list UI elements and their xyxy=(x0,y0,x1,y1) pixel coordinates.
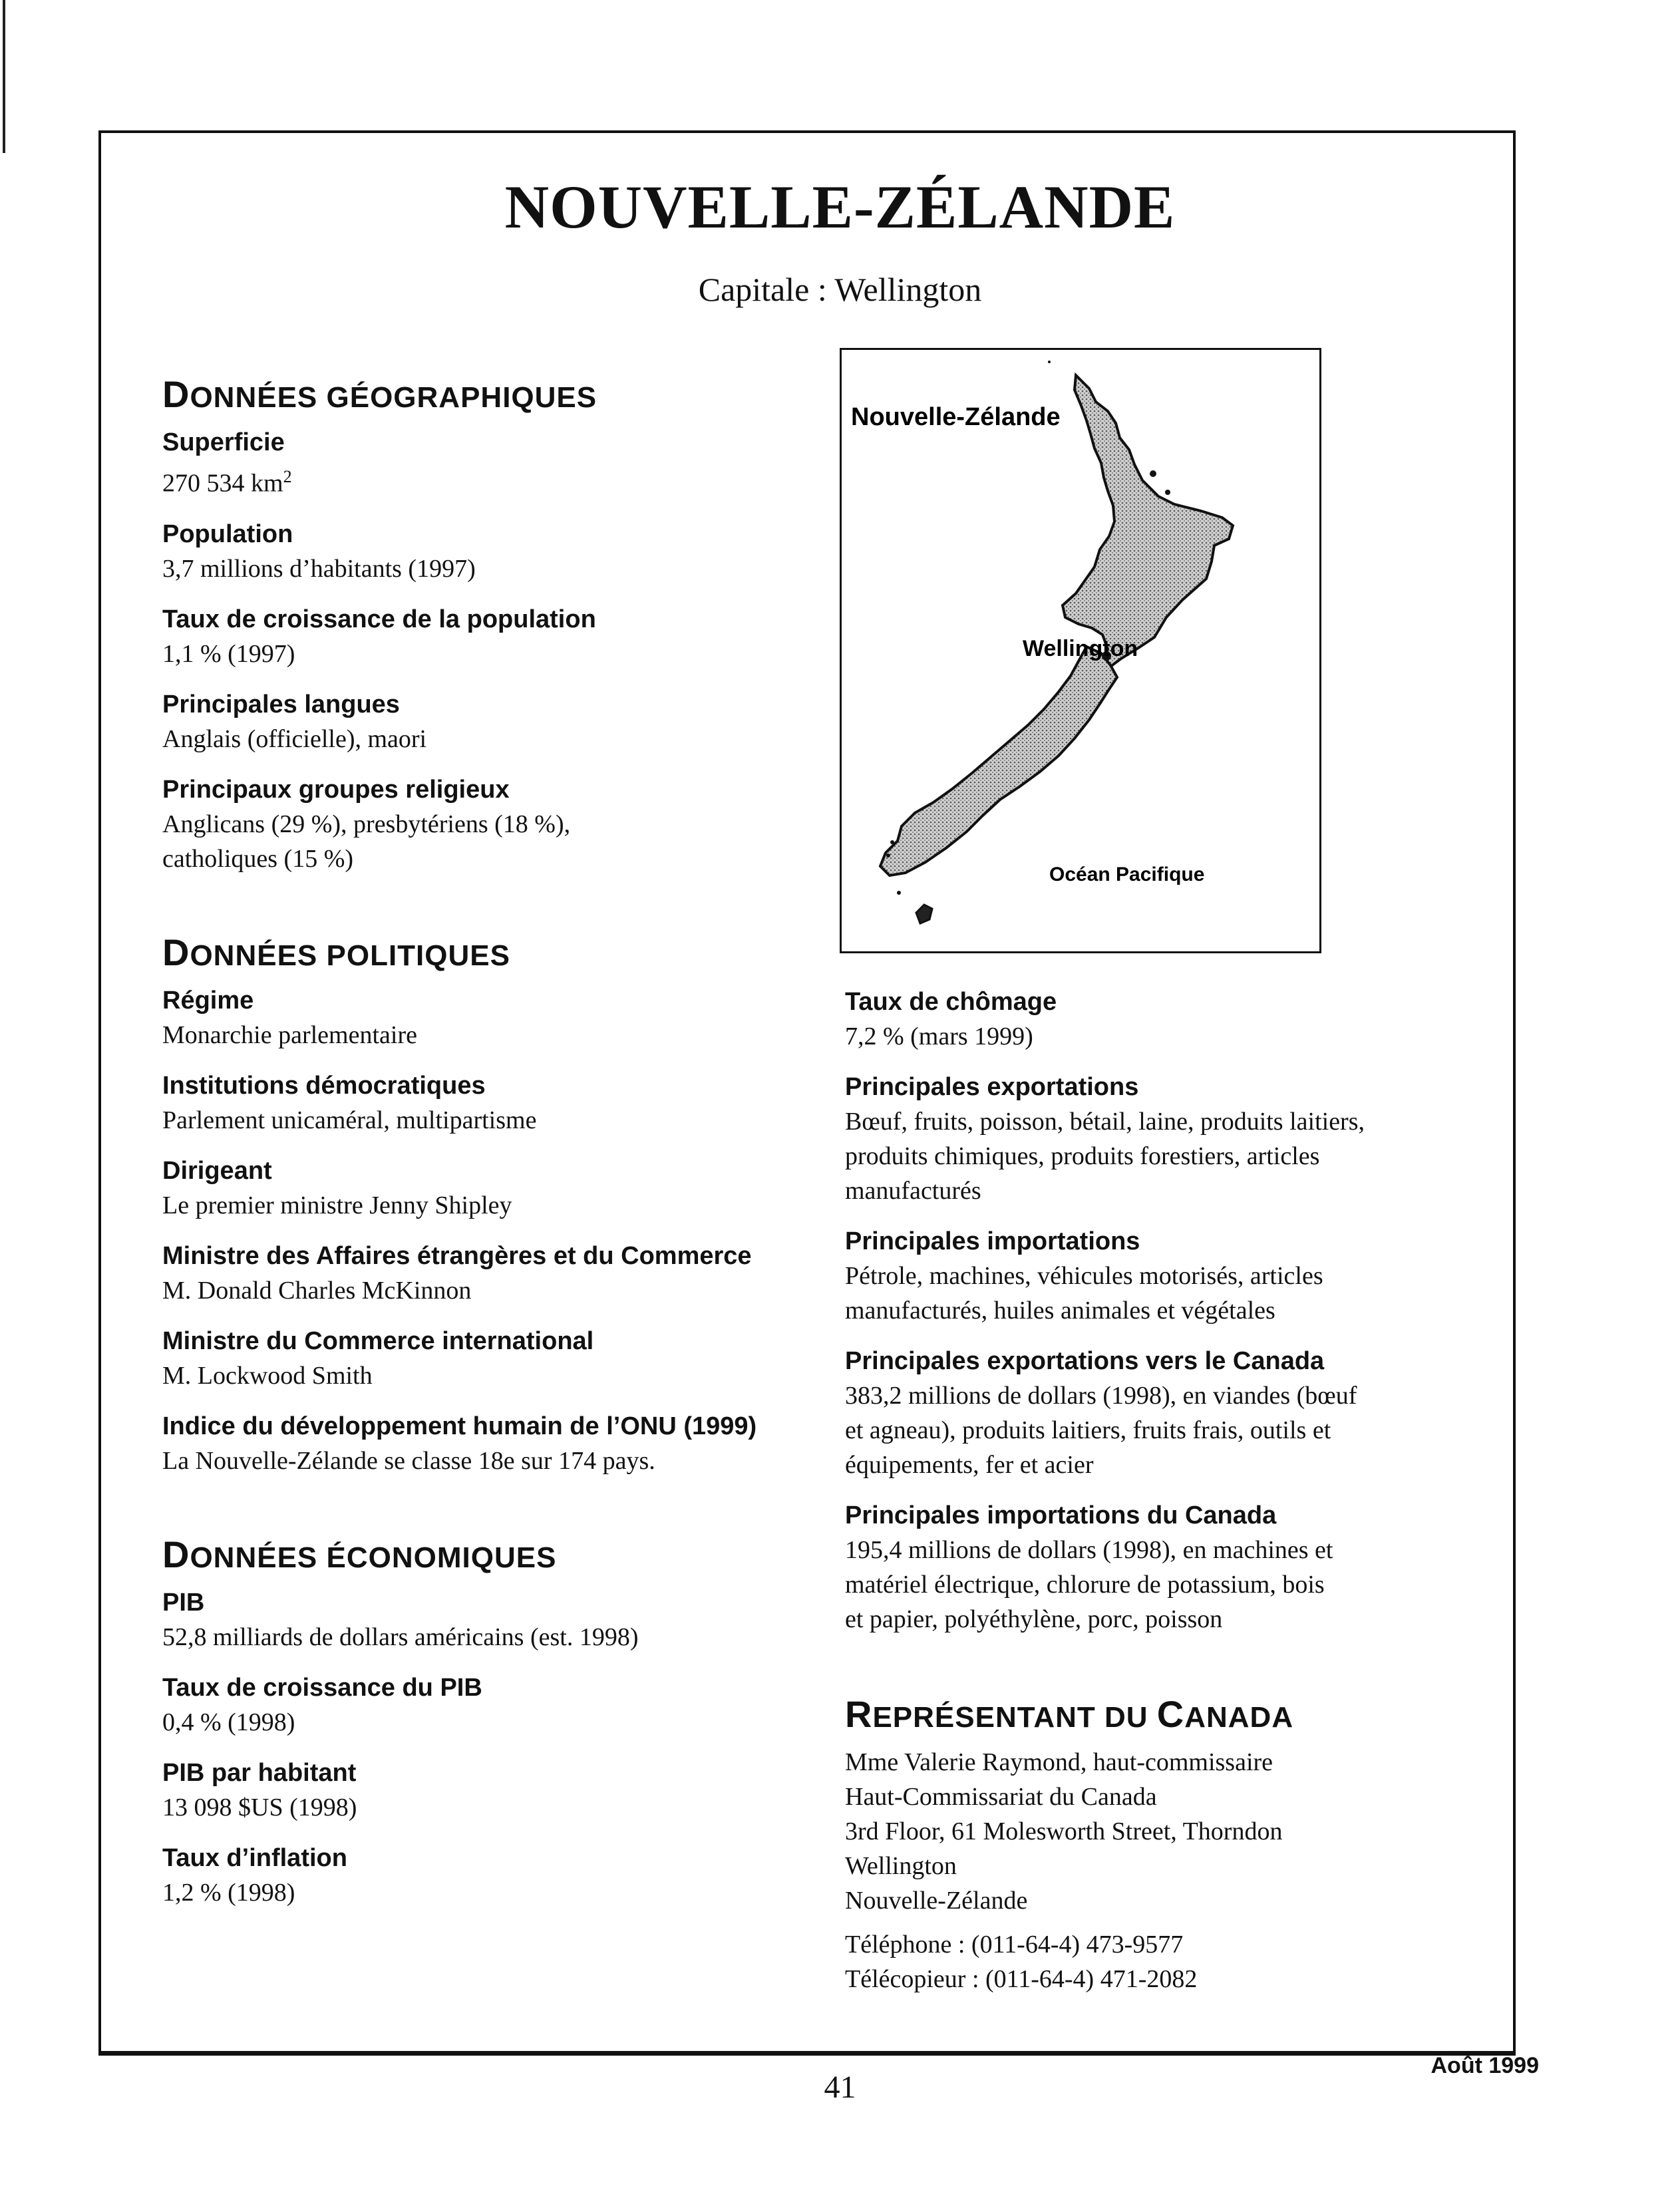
pol-label: Ministre du Commerce international xyxy=(162,1327,594,1355)
pol-item xyxy=(162,1239,828,1308)
eco-label: PIB par habitant xyxy=(162,1758,357,1787)
trade-item xyxy=(845,985,1484,1054)
geo-label: Superficie xyxy=(162,428,285,456)
eco-value: 13 098 $US (1998) xyxy=(162,1793,357,1821)
geo-item xyxy=(162,517,828,586)
pol-item xyxy=(162,1068,828,1138)
pol-item xyxy=(162,983,828,1052)
geo-value: Anglicans (29 %), presbytériens (18 %), catholiques (15 %) xyxy=(162,810,571,873)
eco-label: PIB xyxy=(162,1588,205,1617)
trade-label: Taux de chômage xyxy=(845,988,1057,1016)
pol-heading-initial: D xyxy=(162,931,190,973)
island-speck xyxy=(890,840,894,844)
eco-item xyxy=(162,1670,828,1740)
geo-heading xyxy=(162,373,828,416)
pol-label: Ministre des Affaires étrangères et du Commerce xyxy=(162,1241,752,1270)
map-label-country: Nouvelle-Zélande xyxy=(851,403,1061,431)
pol-value: Parlement unicaméral, multipartisme xyxy=(162,1106,537,1134)
trade-item xyxy=(845,1224,1484,1328)
right-column xyxy=(845,985,1484,1996)
geo-value: 1,1 % (1997) xyxy=(162,639,295,668)
island-speck xyxy=(886,854,890,858)
rep-address-line: 3rd Floor, 61 Molesworth Street, Thorndon xyxy=(845,1817,1283,1845)
geo-heading-initial: D xyxy=(162,373,190,415)
pol-heading xyxy=(162,931,828,974)
island-speck xyxy=(897,891,901,895)
rep-address-line: Nouvelle-Zélande xyxy=(845,1887,1028,1915)
geo-value: Anglais (officielle), maori xyxy=(162,724,427,753)
map-label-ocean: Océan Pacifique xyxy=(1049,864,1205,885)
trade-item xyxy=(845,1498,1484,1637)
rep-address-line: Haut-Commissariat du Canada xyxy=(845,1783,1157,1811)
pol-item xyxy=(162,1409,828,1478)
trade-label: Principales exportations xyxy=(845,1073,1139,1101)
publication-date: Août 1999 xyxy=(1430,2053,1539,2078)
eco-value: 0,4 % (1998) xyxy=(162,1708,295,1736)
geo-value xyxy=(162,460,828,501)
rep-address-line: Mme Valerie Raymond, haut-commissaire xyxy=(845,1748,1273,1776)
rep-address-line: Wellington xyxy=(845,1852,957,1880)
rep-heading-initial: R xyxy=(845,1693,873,1735)
island-speck xyxy=(1150,470,1156,477)
geo-heading-rest: ONNÉES GÉOGRAPHIQUES xyxy=(190,381,597,414)
trade-item xyxy=(845,1344,1484,1482)
island-speck xyxy=(1048,361,1051,363)
rep-heading xyxy=(845,1692,1484,1736)
geo-label: Taux de croissance de la population xyxy=(162,605,596,633)
geo-item xyxy=(162,772,828,876)
pol-label: Dirigeant xyxy=(162,1156,272,1185)
page-title: NOUVELLE-ZÉLANDE xyxy=(504,173,1176,241)
eco-value: 52,8 milliards de dollars américains (est. 1998) xyxy=(162,1623,639,1651)
trade-value: Pétrole, machines, véhicules motorisés, articles manufacturés, huiles animales et végétales xyxy=(845,1262,1323,1325)
eco-item xyxy=(162,1585,828,1654)
pol-value: La Nouvelle-Zélande se classe 18e sur 174 pays. xyxy=(162,1446,655,1475)
rep-heading-initial-2: C xyxy=(1156,1693,1185,1735)
eco-item xyxy=(162,1756,828,1825)
pol-value: M. Lockwood Smith xyxy=(162,1361,373,1390)
eco-label: Taux d’inflation xyxy=(162,1843,347,1872)
rep-heading-rest-2: ANADA xyxy=(1184,1701,1294,1734)
new-zealand-map xyxy=(840,348,1321,953)
eco-heading xyxy=(162,1533,828,1576)
geo-item xyxy=(162,602,828,671)
pol-item xyxy=(162,1324,828,1393)
trade-value: 7,2 % (mars 1999) xyxy=(845,1022,1033,1050)
geo-value: 3,7 millions d’habitants (1997) xyxy=(162,554,476,583)
pol-label: Indice du développement humain de l’ONU (1999) xyxy=(162,1412,757,1440)
page-number: 41 xyxy=(824,2070,856,2105)
trade-value: 383,2 millions de dollars (1998), en viandes (bœuf et agneau), produits laitiers, fruits frais, outils et équipements, fer et acier xyxy=(845,1382,1357,1479)
rep-heading-rest: EPRÉSENTANT DU xyxy=(872,1701,1157,1734)
trade-value: 195,4 millions de dollars (1998), en machines et matériel électrique, chlorure de potassium, bois et papier, polyéthylène, porc, poisson xyxy=(845,1536,1333,1633)
eco-label: Taux de croissance du PIB xyxy=(162,1673,482,1702)
geo-item xyxy=(162,425,828,501)
map-label-capital: Wellington xyxy=(1023,636,1138,661)
eco-heading-rest: ONNÉES ÉCONOMIQUES xyxy=(190,1541,557,1574)
pol-label: Régime xyxy=(162,986,254,1015)
trade-label: Principales importations xyxy=(845,1227,1140,1255)
trade-value: Bœuf, fruits, poisson, bétail, laine, produits laitiers, produits chimiques, produits forestiers, articles manufacturés xyxy=(845,1108,1365,1205)
pol-value: Le premier ministre Jenny Shipley xyxy=(162,1191,512,1219)
eco-value: 1,2 % (1998) xyxy=(162,1878,295,1907)
rep-phone: Téléphone : (011-64-4) 473-9577 xyxy=(845,1931,1184,1959)
area-value: 270 534 km xyxy=(162,469,283,498)
pol-label: Institutions démocratiques xyxy=(162,1071,486,1100)
geo-label: Principales langues xyxy=(162,690,400,718)
trade-label: Principales importations du Canada xyxy=(845,1501,1277,1529)
rep-fax: Télécopieur : (011-64-4) 471-2082 xyxy=(845,1965,1198,1993)
trade-label: Principales exportations vers le Canada xyxy=(845,1347,1325,1375)
pol-heading-rest: ONNÉES POLITIQUES xyxy=(190,939,510,972)
pol-value: Monarchie parlementaire xyxy=(162,1020,417,1049)
eco-item xyxy=(162,1841,828,1910)
trade-item xyxy=(845,1070,1484,1208)
north-island-shape xyxy=(1063,375,1233,667)
stewart-island-shape xyxy=(916,905,932,923)
geo-label: Population xyxy=(162,520,293,548)
geo-item xyxy=(162,687,828,756)
pol-value: M. Donald Charles McKinnon xyxy=(162,1276,472,1305)
left-column xyxy=(162,373,828,1926)
area-superscript: 2 xyxy=(283,467,292,486)
pol-item xyxy=(162,1154,828,1223)
geo-label: Principaux groupes religieux xyxy=(162,775,510,804)
capital-subtitle: Capitale : Wellington xyxy=(698,271,982,308)
island-speck xyxy=(1165,490,1170,495)
south-island-shape xyxy=(880,647,1117,875)
scan-edge-mark xyxy=(3,0,5,153)
eco-heading-initial: D xyxy=(162,1533,190,1575)
